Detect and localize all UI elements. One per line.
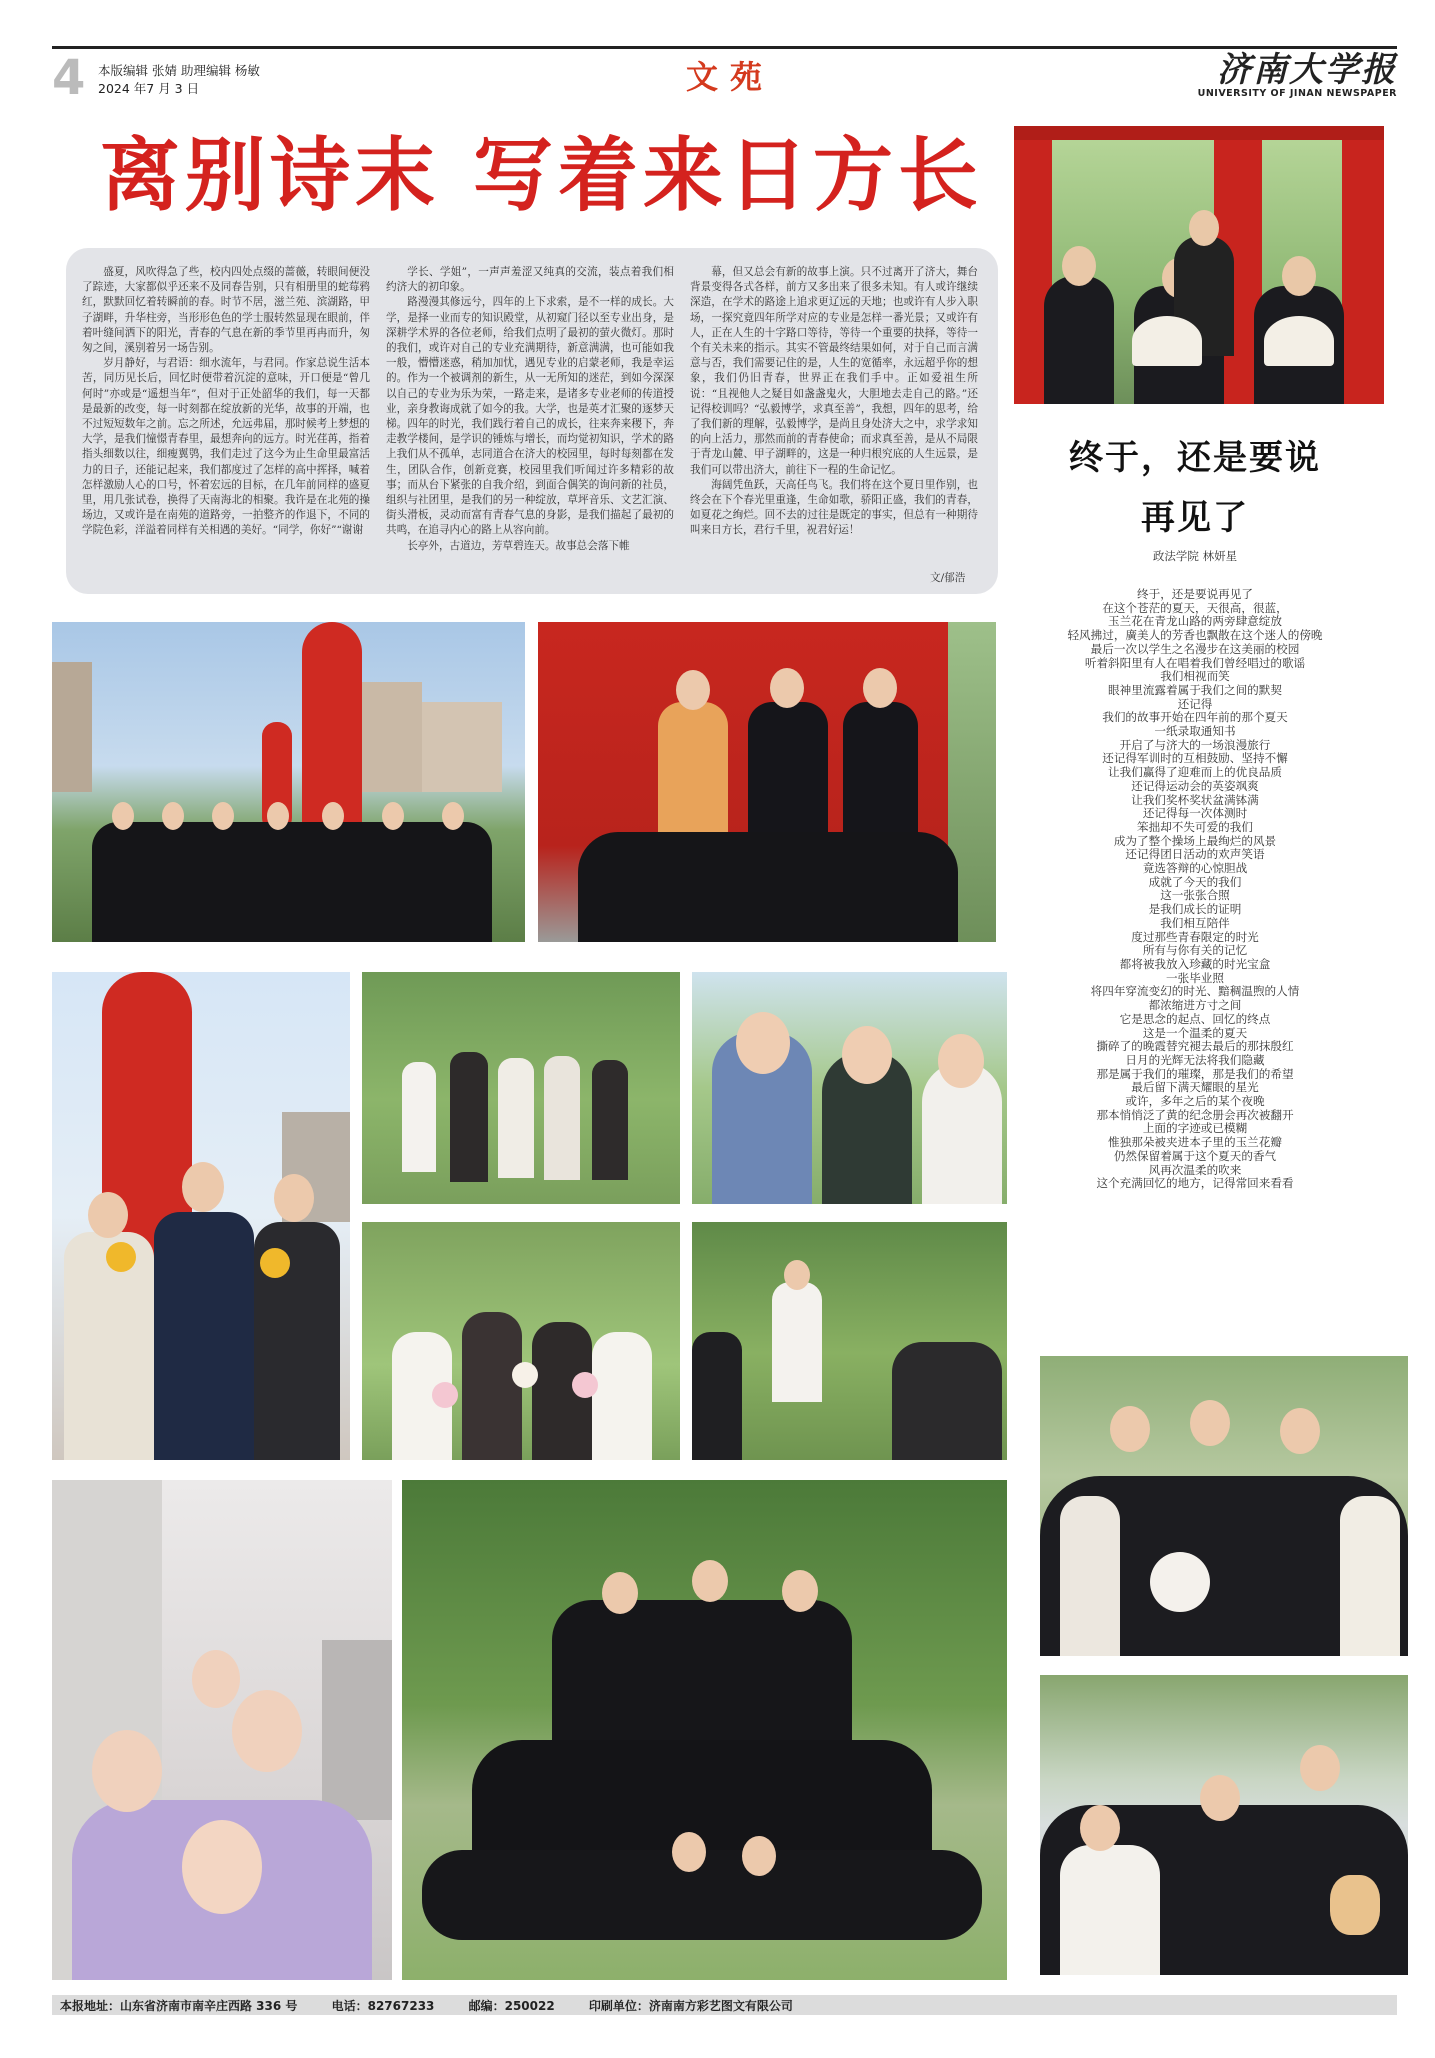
footer-printer: 印刷单位：济南南方彩艺图文有限公司 bbox=[588, 1999, 793, 2013]
poem-line: 这是一个温柔的夏天 bbox=[1142, 1025, 1248, 1040]
graduates-group bbox=[1024, 246, 1374, 404]
photo-boys-sunflowers bbox=[52, 972, 350, 1460]
essay-column-2 bbox=[386, 265, 674, 583]
girls-group bbox=[72, 1650, 372, 1980]
poem-line: 笨拙却不失可爱的我们 bbox=[1137, 819, 1253, 834]
boys-group bbox=[64, 1162, 340, 1460]
poem-line: 成就了今天的我们 bbox=[1148, 874, 1242, 889]
poem-line: 它是思念的起点、回忆的终点 bbox=[1119, 1011, 1271, 1026]
poem-line: 或许，多年之后的某个夜晚 bbox=[1125, 1094, 1265, 1109]
poem-line: 还记得每一次体测时 bbox=[1142, 806, 1248, 821]
poem-body bbox=[1010, 588, 1380, 1191]
fan-prop bbox=[1132, 316, 1202, 366]
poem-line: 风再次温柔的吹来 bbox=[1148, 1162, 1242, 1177]
poem-line: 让我们奖杯奖状盆满钵满 bbox=[1131, 792, 1259, 807]
poem-line: 一张毕业照 bbox=[1166, 970, 1224, 985]
masthead bbox=[1198, 52, 1397, 99]
photo-girls-lawn-pose bbox=[362, 972, 680, 1204]
poem-line: 听着斜阳里有人在唱着我们曾经唱过的歌谣 bbox=[1084, 655, 1306, 670]
essay-paragraph: 海阔凭鱼跃，天高任鸟飞。我们将在这个夏日里作别，也终会在下个春光里重逢，生命如歌，骄阳正盛，我们的青春，如夏花之绚烂。回不去的过往是既定的事实，但总有一种期待叫来日方长，君行千里，祝君好运！ bbox=[690, 478, 978, 537]
masthead-en: UNIVERSITY OF JINAN NEWSPAPER bbox=[1197, 88, 1397, 99]
poem-line: 让我们赢得了迎难而上的优良品质 bbox=[1108, 765, 1282, 780]
poem-line: 仍然保留着属于这个夏天的香气 bbox=[1113, 1148, 1277, 1163]
poem-line: 都浓缩进方寸之间 bbox=[1148, 998, 1242, 1013]
essay-byline: 文/郁浩 bbox=[930, 572, 966, 584]
poem-line: 玉兰花在青龙山路的两旁肆意绽放 bbox=[1108, 614, 1282, 629]
poem-line: 所有与你有关的记忆 bbox=[1142, 943, 1248, 958]
photo-selfie-trio bbox=[692, 972, 1007, 1204]
section-name: 文苑 bbox=[685, 58, 774, 96]
poem-line: 终于，还是要说再见了 bbox=[1137, 587, 1253, 601]
photo-group-red-wall bbox=[538, 622, 996, 942]
poem-title-line-2: 再见了 bbox=[1141, 498, 1249, 538]
poem-line: 还记得军训时的互相鼓励、坚持不懈 bbox=[1102, 751, 1288, 766]
essay-paragraph: 长亭外，古道边，芳草碧连天。故事总会落下帷 bbox=[407, 539, 630, 552]
poem-line: 最后一次以学生之名漫步在这美丽的校园 bbox=[1090, 641, 1300, 656]
poem-line: 竟选答辩的心惊胆战 bbox=[1142, 861, 1248, 876]
poem-line: 我们相互陪伴 bbox=[1160, 915, 1230, 930]
fan-prop bbox=[1264, 316, 1334, 366]
poem-line: 度过那些青春限定的时光 bbox=[1131, 929, 1259, 944]
essay-paragraph: 盛夏，风吹得急了些，校内四处点缀的蔷薇，转眼间便没了踪迹，大家都似乎还来不及同春告别，只有相册里的蛇莓鸦红，默默回忆着转瞬前的春。时节不居，滋兰苑、滨湖路，甲子湖畔，升华柱旁，当形形色色的学士服转然显现在眼前，伴着叶缝间洒下的阳光，青春的气息在新的季节里再冉而升，匆匆之间，溪别着另一场告别。 bbox=[82, 266, 370, 355]
girls-group bbox=[392, 1302, 652, 1460]
sunflower bbox=[260, 1248, 290, 1278]
photo-graduates-red-pillars bbox=[1014, 126, 1384, 404]
poem-author: 政法学院 林妍星 bbox=[1152, 549, 1238, 563]
poem-line: 是我们成长的证明 bbox=[1148, 902, 1242, 917]
footer-phone: 电话：82767233 bbox=[331, 1999, 435, 2013]
poem-line: 最后留下满天耀眼的星光 bbox=[1131, 1080, 1259, 1095]
poem-line: 眼神里流露着属于我们之间的默契 bbox=[1108, 682, 1282, 697]
header-meta bbox=[98, 62, 260, 98]
poem-line: 将四年穿流变幻的时光、黯稠温煦的人情 bbox=[1090, 984, 1300, 999]
photo-lawn-group-gowns bbox=[402, 1480, 1007, 1980]
poem-line: 我们的故事开始在四年前的那个夏天 bbox=[1102, 710, 1288, 725]
poem-line: 那是属于我们的璀璨，那是我们的希望 bbox=[1096, 1066, 1294, 1081]
masthead-cn: 济南大学报 bbox=[1217, 50, 1397, 90]
footer-postcode: 邮编：250022 bbox=[468, 1999, 555, 2013]
header-rule bbox=[52, 46, 1397, 49]
poem-line: 这个充满回忆的地方，记得常回来看看 bbox=[1096, 1176, 1294, 1191]
seated-row bbox=[578, 832, 958, 942]
poem-line: 这一张张合照 bbox=[1160, 888, 1230, 903]
photo-girls-park-jump bbox=[692, 1222, 1007, 1460]
poem-line: 还记得运动会的英姿飒爽 bbox=[1131, 778, 1259, 793]
poem-line: 在这个苍茫的夏天，天很高，很蓝， bbox=[1102, 600, 1288, 615]
bouquet bbox=[1330, 1875, 1380, 1935]
poem-line: 还记得团日活动的欢声笑语 bbox=[1125, 847, 1265, 862]
graduates-row bbox=[92, 802, 502, 942]
poem-line: 都将被我放入珍藏的时光宝盒 bbox=[1119, 956, 1271, 971]
essay-column-3 bbox=[690, 265, 978, 565]
editor-line: 本版编辑 张婧 助理编辑 杨敏 bbox=[98, 63, 260, 78]
sunflower bbox=[106, 1242, 136, 1272]
poem-line: 开启了与济大的一场浪漫旅行 bbox=[1119, 737, 1271, 752]
poem-line: 惟独那朵被夹进本子里的玉兰花瓣 bbox=[1108, 1135, 1282, 1150]
page-number: 4 bbox=[52, 50, 86, 106]
poem-line: 我们相视而笑 bbox=[1160, 669, 1230, 684]
essay-paragraph: 学长、学姐”，一声声羞涩又纯真的交流，装点着我们相约济大的初印象。 bbox=[386, 266, 674, 294]
essay-paragraph: 幕，但又总会有新的故事上演。只不过离开了济大，舞台背景变得各式各样，前方又多出来了很多未知。有人或许继续深造，在学术的路途上追求更辽远的天地；也或许有人步入职场，一探究竟四年所学对应的专业是怎样一番光景；又或许有人，正在人生的十字路口等待，等待一个重要的抉择，等待一个有关未来的指示。其实不管最终结果如何，对于自己而言满意与否，我们需要记住的是，人生的宽循率，永远超乎你的想象，我们仍旧青春，世界正在我们手中。正如爱祖生所说：“且视他人之疑目如盏盏鬼火，大胆地去走自己的路。”还记得校训吗？“弘毅博学，求真至善”，我想，四年的思考，给了我们新的理解，弘毅博学，是尚且身处济大之中，求学求知的向上活力，那然而前的青春使命；而求真至善，是从不局限于青龙山麓、甲子湖畔的，这是一种归根究底的人生远景，是我们可以带出济大，前往下一程的生命记忆。 bbox=[690, 266, 978, 476]
poem-line: 撕碎了的晚霞替究褪去最后的那抹殷红 bbox=[1096, 1039, 1294, 1054]
photo-fountain-group bbox=[1040, 1675, 1408, 1975]
poem-line: 日月的光辉无法将我们隐藏 bbox=[1125, 1052, 1265, 1067]
bouquet bbox=[1150, 1552, 1210, 1612]
poem-title bbox=[1010, 428, 1380, 548]
photo-group-with-flowers bbox=[1040, 1356, 1408, 1656]
essay-paragraph: 路漫漫其修远兮，四年的上下求索，是不一样的成长。大学，是择一业而专的知识殿堂，从初窥门径以至专业出身，是深耕学术界的各位老师，给我们点明了最初的萤火微灯。那时的我们，或许对自己的专业充满期待，新意满满，也可能如我一般，懵懵迷惑，稍加加忧，遇见专业的启蒙老师，我是幸运的。作为一个被调剂的新生，从一无所知的迷茫，到如今深深以自己的专业为乐为荣，一路走来，是诸多专业老师的传道授业，亲身教诲成就了如今的我。大学，也是英才汇聚的逐梦天梯。四年的时光，我们践行着自己的成长，往来奔来稷下，奔走教学楼间，是学识的锤炼与增长，而均觉初知识，学术的路上我们从不孤单，志同道合在济大的校园里，每时每刻都在发生，团队合作，创新竞赛，校园里我们听闻过许多精彩的故事；而从台下紧张的自我介绍，到面合偶笑的询问新的社员，组织与社团里，是我们的另一种绽放，草坪音乐、文艺汇演、街头滑板，灵动而富有青春气息的身影，是我们描起了最初的共鸣，在追寻内心的路上从容向前。 bbox=[386, 296, 674, 537]
poem-line: 轻风拂过，廣美人的芳香也飘散在这个迷人的傍晚 bbox=[1067, 628, 1323, 643]
essay-headline: 离别诗末 写着来日方长 bbox=[100, 129, 983, 222]
poem-line: 那本悄悄泛了黄的纪念册会再次被翻开 bbox=[1096, 1107, 1294, 1122]
photo-purple-uniform-girls bbox=[52, 1480, 392, 1980]
poem-line: 还记得 bbox=[1177, 696, 1213, 711]
red-sculpture bbox=[302, 622, 362, 832]
issue-date: 2024 年7 月 3 日 bbox=[98, 81, 200, 96]
photo-girls-bouquets bbox=[362, 1222, 680, 1460]
poem-line: 成为了整个操场上最绚烂的风景 bbox=[1113, 833, 1277, 848]
poem-title-line-1: 终于，还是要说 bbox=[1069, 438, 1321, 478]
girls-group bbox=[402, 1032, 642, 1204]
footer bbox=[60, 1997, 823, 2014]
poem-line: 一纸录取通知书 bbox=[1154, 724, 1236, 739]
poem-line: 上面的字迹或已模糊 bbox=[1142, 1121, 1248, 1136]
photo-girls-red-sculpture bbox=[52, 622, 525, 942]
essay-paragraph: 岁月静好，与君语：细水流年，与君同。作家总说生活本苦，同历见长后，回忆时便带着沉淀的意味，开口便是“曾几何时”亦或是“遥想当年”，但对于正处韶华的我们，每一天都是最新的改变，每一时刻都在绽放新的光华，故事的开端，也不过短短数年之前。忘之所述，允远弗届，那时候考上梦想的大学，是我们憧憬青春里，最想奔向的远方。时光荏苒，指着指头细数以往，细瘦翼鸮，我们走过了这今为止生命里最富活力的日子，还能记起来，我们都度过了怎样的高中挥择，喊着怎样激励人心的口号，怀着宏远的目标，在几年前同样的盛夏里，用几张试卷，换得了天南海北的相聚。我许是在北苑的操场边，又或许是在南苑的道路旁，一拍整齐的作退下，不同的学院色彩，洋溢着同样有关相遇的美好。“同学，你好”“谢谢 bbox=[82, 357, 370, 537]
essay-column-1 bbox=[82, 265, 370, 583]
footer-address: 本报地址：山东省济南市南辛庄西路 336 号 bbox=[60, 1999, 298, 2013]
